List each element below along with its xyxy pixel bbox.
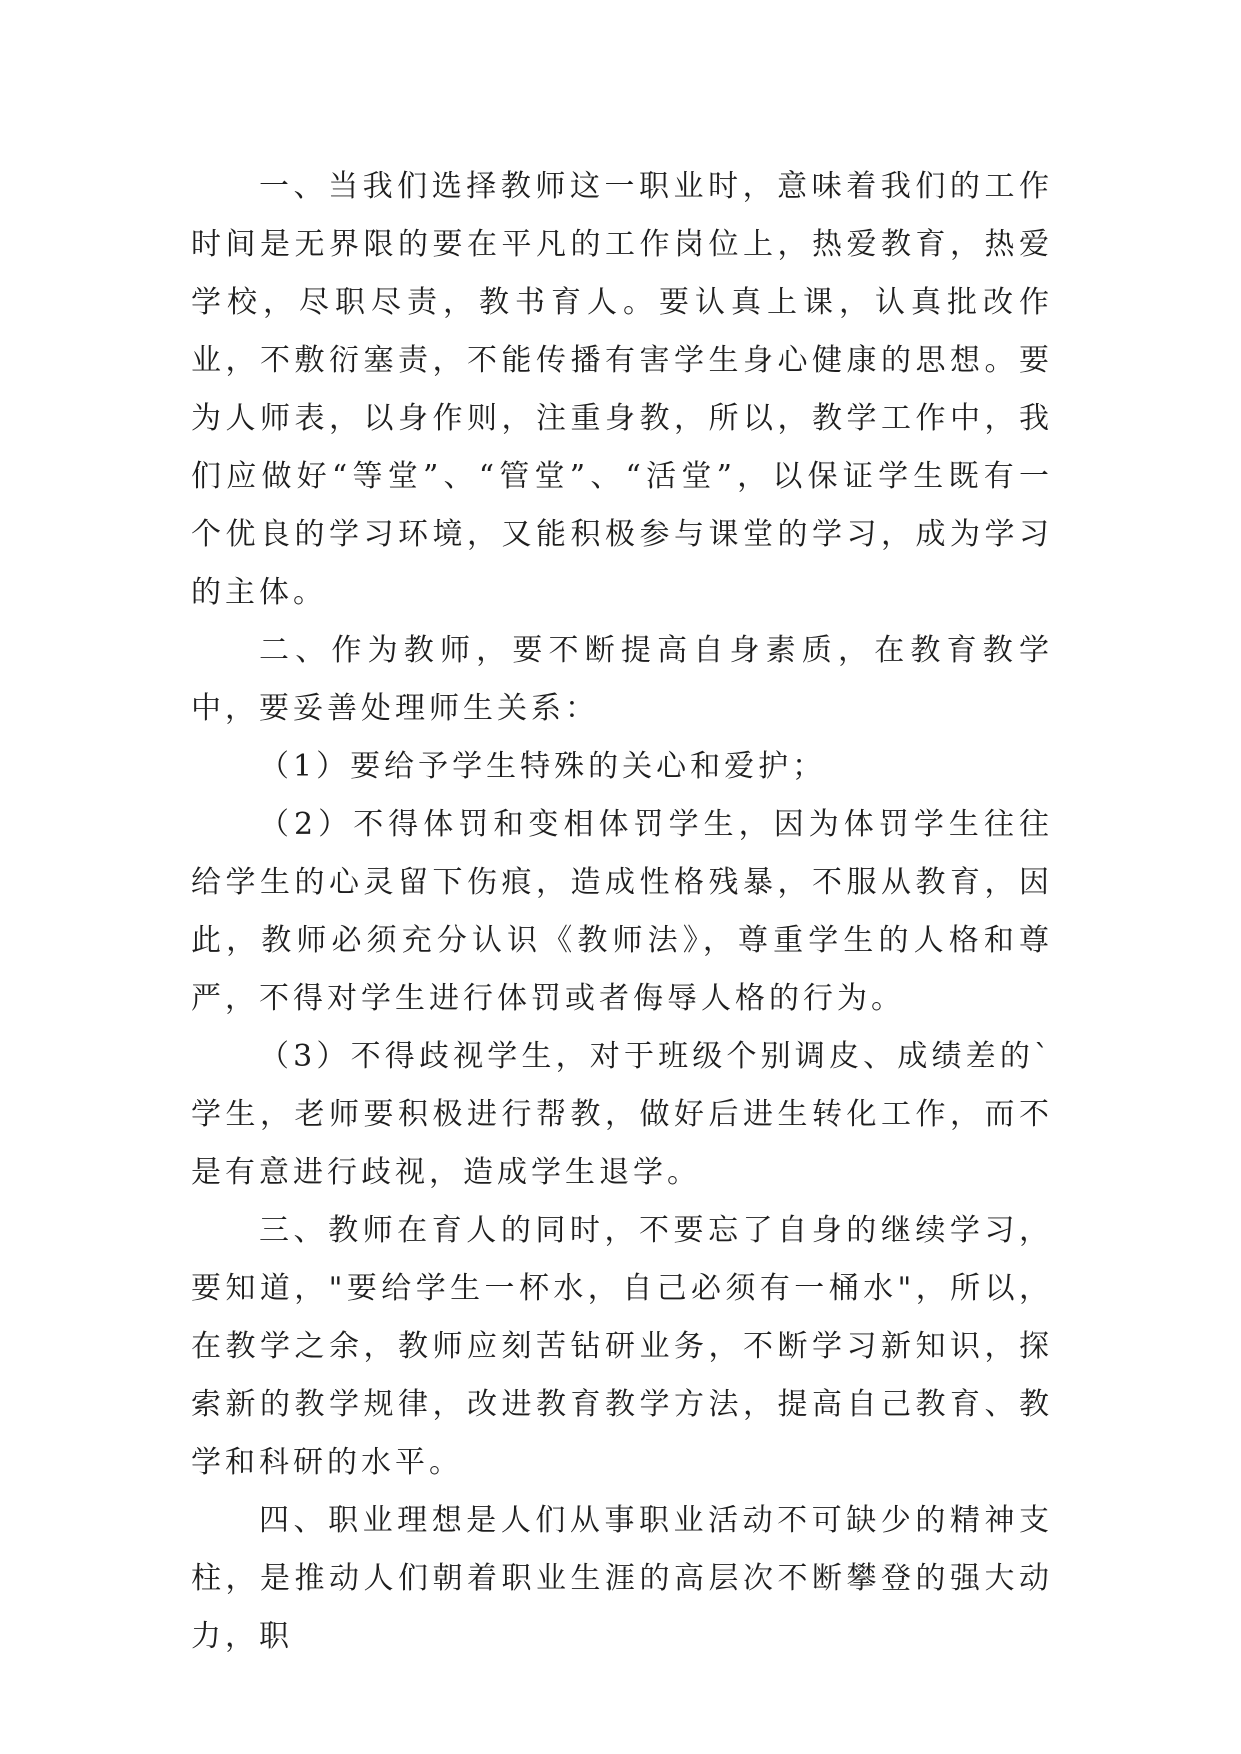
paragraph-1: 一、当我们选择教师这一职业时，意味着我们的工作时间是无界限的要在平凡的工作岗位上，热爱教育，热爱学校，尽职尽责，教书育人。要认真上课，认真批改作业，不敷衍塞责，不能传播有害学生身心健康的思想。要为人师表，以身作则，注重身教，所以，教学工作中，我们应做好“等堂”、“管堂”、“活堂”，以保证学生既有一个优良的学习环境，又能积极参与课堂的学习，成为学习的主体。: [191, 169, 1053, 610]
paragraph-7: 四、职业理想是人们从事职业活动不可缺少的精神支柱，是推动人们朝着职业生涯的高层次不断攀登的强大动力，职: [191, 1503, 1053, 1654]
paragraph-6: 三、教师在育人的同时，不要忘了自身的继续学习，要知道，"要给学生一杯水，自己必须有一桶水"，所以，在教学之余，教师应刻苦钻研业务，不断学习新知识，探索新的教学规律，改进教育教学方法，提高自己教育、教学和科研的水平。: [191, 1213, 1053, 1480]
paragraph-3: （1）要给予学生特殊的关心和爱护；: [259, 749, 827, 784]
paragraph-5: （3）不得歧视学生，对于班级个别调皮、成绩差的`学生，老师要积极进行帮教，做好后进生转化工作，而不是有意进行歧视，造成学生退学。: [191, 1039, 1053, 1190]
paragraph-4: （2）不得体罚和变相体罚学生，因为体罚学生往往给学生的心灵留下伤痕，造成性格残暴，不服从教育，因此，教师必须充分认识《教师法》，尊重学生的人格和尊严，不得对学生进行体罚或者侮辱人格的行为。: [191, 807, 1053, 1016]
document-body: [191, 158, 1053, 1666]
paragraph-2: 二、作为教师，要不断提高自身素质，在教育教学中，要妥善处理师生关系：: [191, 633, 1053, 726]
